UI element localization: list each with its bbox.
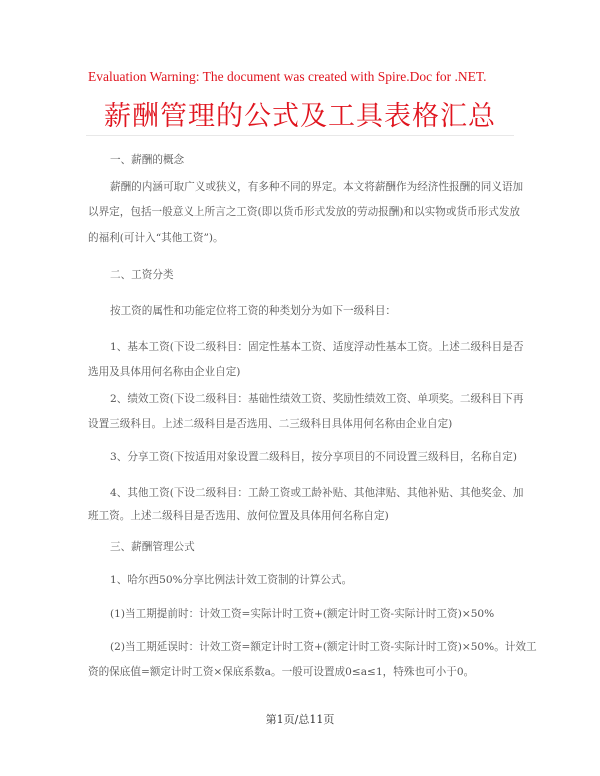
formula-line: (2)当工期延误时：计效工资=额定计时工资+(额定计时工资-实际计时工资)×50%。计效工 — [110, 641, 537, 653]
formula-heading: 1、哈尔西50%分享比例法计效工资制的计算公式。 — [110, 574, 353, 586]
section-heading-1: 一、薪酬的概念 — [110, 154, 185, 166]
list-item-line: 班工资。上述二级科目是否选用、放何位置及具体用何名称自定) — [88, 510, 389, 522]
paragraph-line: 的福利(可计入“其他工资”)。 — [88, 232, 224, 244]
evaluation-warning: Evaluation Warning: The document was created with Spire.Doc for .NET. — [88, 69, 487, 84]
list-item-line: 设置三级科目。上述二级科目是否选用、二三级科目具体用何名称由企业自定) — [88, 418, 453, 430]
paragraph-line: 按工资的属性和功能定位将工资的种类划分为如下一级科目： — [110, 305, 397, 317]
section-heading-2: 二、工资分类 — [110, 269, 174, 281]
list-item-line: 4、其他工资(下设二级科目：工龄工资或工龄补贴、其他津贴、其他补贴、其他奖金、加 — [110, 487, 524, 499]
page-number: 第1页/总11页 — [265, 713, 335, 726]
list-item-line: 1、基本工资(下设二级科目：固定性基本工资、适度浮动性基本工资。上述二级科目是否 — [110, 341, 524, 353]
list-item-line: 选用及具体用何名称由企业自定) — [88, 366, 241, 378]
list-item-line: 3、分享工资(下按适用对象设置二级科目，按分享项目的不同设置三级科目，名称自定) — [110, 451, 517, 463]
title-divider — [86, 135, 514, 136]
list-item-line: 2、绩效工资(下设二级科目：基础性绩效工资、奖励性绩效工资、单项奖。二级科目下再 — [110, 393, 524, 405]
formula-line: (1)当工期提前时：计效工资=实际计时工资+(额定计时工资-实际计时工资)×50% — [110, 608, 495, 620]
formula-line: 资的保底值=额定计时工资×保底系数a。一般可设置成0≤a≤1，特殊也可小于0。 — [88, 666, 475, 678]
paragraph-line: 薪酬的内涵可取广义或狭义，有多种不同的界定。本文将薪酬作为经济性报酬的同义语加 — [110, 181, 524, 193]
document-title: 薪酬管理的公式及工具表格汇总 — [104, 101, 496, 132]
section-heading-3: 三、薪酬管理公式 — [110, 541, 195, 553]
paragraph-line: 以界定，包括一般意义上所言之工资(即以货币形式发放的劳动报酬)和以实物或货币形式发放 — [88, 206, 521, 218]
